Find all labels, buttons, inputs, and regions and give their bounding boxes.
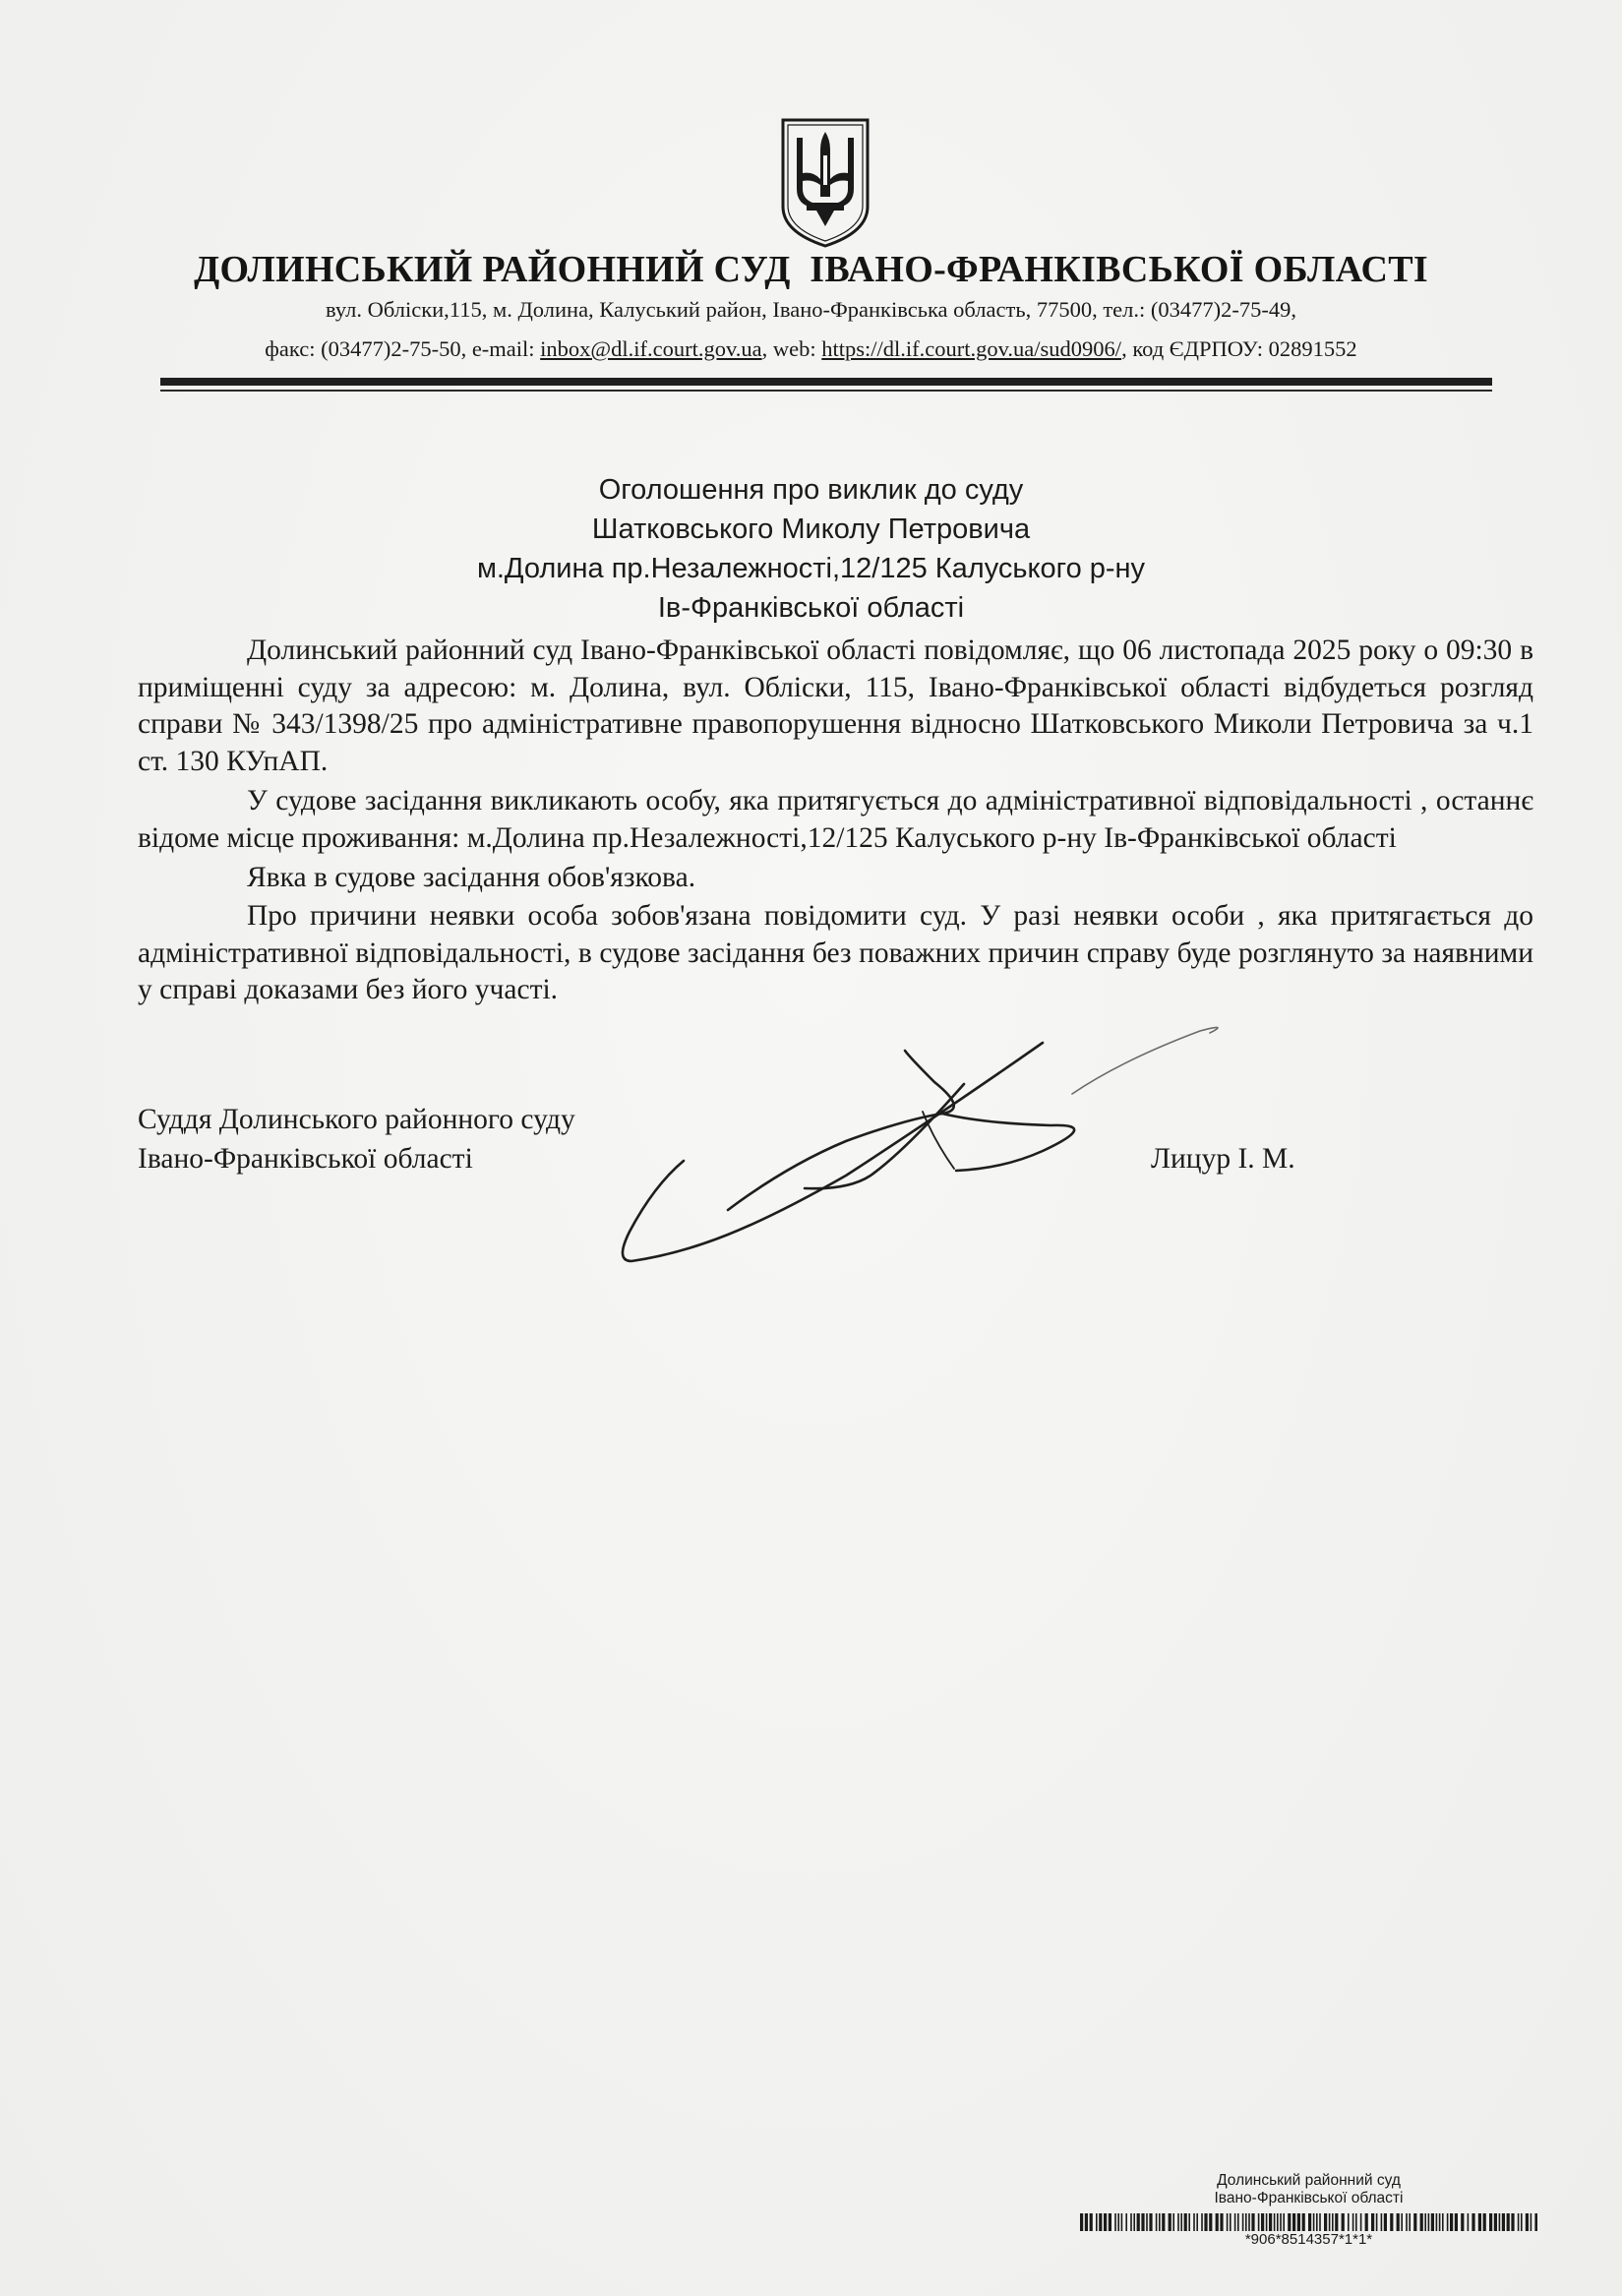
registry-stamp — [1080, 2172, 1537, 2207]
barcode-icon — [1080, 2213, 1537, 2231]
barcode-number: *906*8514357*1*1* — [1244, 2231, 1373, 2248]
email-link[interactable]: inbox@dl.if.court.gov.ua — [540, 336, 762, 361]
stamp-line1: Долинський районний суд — [1217, 2172, 1401, 2189]
edrpou-code: , код ЄДРПОУ: 02891552 — [1121, 336, 1357, 361]
judge-title-line2: Івано-Франківської області — [138, 1143, 473, 1175]
notice-body — [138, 633, 1533, 1009]
coat-of-arms-icon — [777, 116, 873, 250]
paragraph-mandatory: Явка в судове засідання обов'язкова. — [247, 861, 696, 893]
notice-person-address: м.Долина пр.Незалежності,12/125 Калуського р-ну — [476, 553, 1146, 584]
court-name-heading: ДОЛИНСЬКИЙ РАЙОННИЙ СУД ІВАНО-ФРАНКІВСЬКОЇ ОБЛАСТІ — [194, 249, 1428, 290]
fax-label: факс: (03477)2-75-50, e-mail: — [265, 336, 541, 361]
website-link[interactable]: https://dl.if.court.gov.ua/sud0906/ — [821, 336, 1122, 361]
court-contacts — [0, 336, 1622, 362]
header-divider-thin — [160, 390, 1492, 392]
handwritten-signature — [610, 1003, 1259, 1299]
court-address: вул. Обліски,115, м. Долина, Калуський район, Івано-Франківська область, 77500, тел.: (03477)2-75-49, — [326, 297, 1296, 322]
judge-title — [138, 1100, 575, 1178]
stamp-line2: Івано-Франківської області — [1214, 2190, 1404, 2206]
notice-person-region: Ів-Франківської області — [657, 592, 965, 624]
web-label: , web: — [761, 336, 822, 361]
paragraph-absence-warning: Про причини неявки особа зобов'язана повідомити суд. У разі неявки особи , яка притягається до адміністративної відповідальності, в судове засідання без поважних причин справу буде розглянуто за наявними у справі доказами без його участі. — [138, 900, 1533, 1006]
judge-title-line1: Суддя Долинського районного суду — [138, 1104, 575, 1135]
notice-person-name: Шатковського Миколу Петровича — [591, 514, 1031, 545]
notice-title: Оголошення про виклик до суду — [598, 474, 1024, 506]
judge-name: Лицур І. М. — [1151, 1143, 1295, 1175]
paragraph-summons: У судове засідання викликають особу, яка притягується до адміністративної відповідальності , останнє відоме місце проживання: м.Долина пр.Незалежності,12/125 Калуського р-ну Ів-Франківської області — [138, 785, 1533, 854]
paragraph-hearing-info: Долинський районний суд Івано-Франківської області повідомляє, що 06 листопада 2025 року о 09:30 в приміщенні суду за адресою: м. Долина, вул. Обліски, 115, Івано-Франківської області відбудеться розгляд справи № 343/1398/25 про адміністративне правопорушення відносно Шатковського Миколи Петровича за ч.1 ст. 130 КУпАП. — [138, 634, 1533, 777]
header-divider-thick — [160, 378, 1492, 386]
